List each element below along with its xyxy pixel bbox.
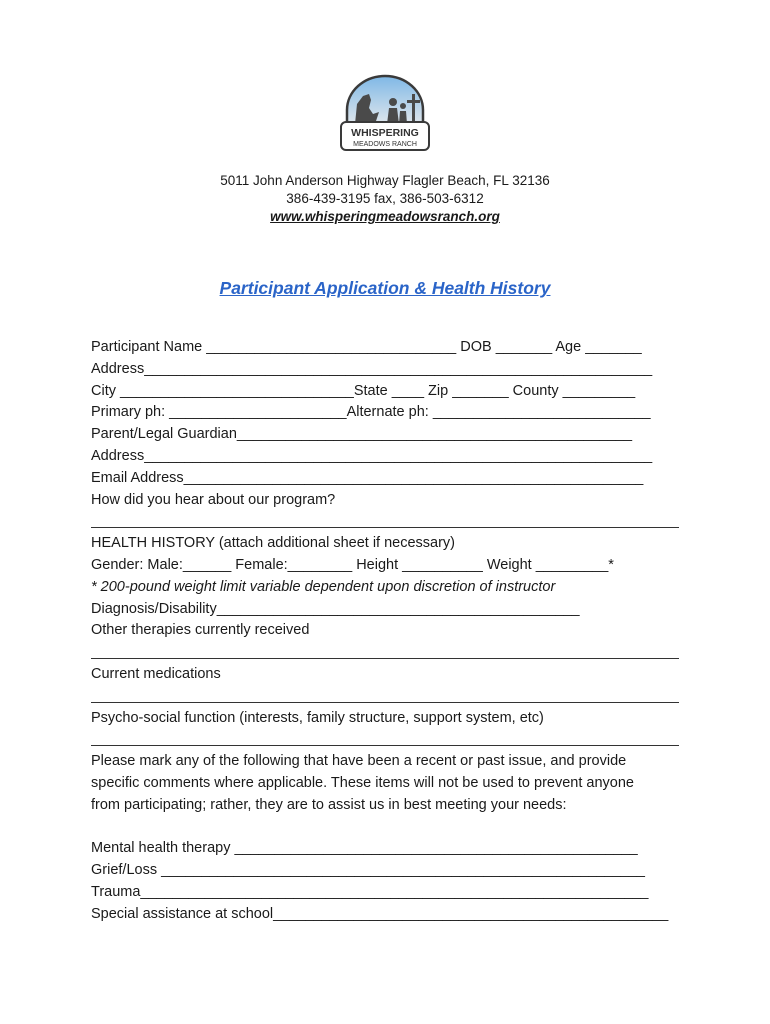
health-history-heading: HEALTH HISTORY (attach additional sheet if necessary)	[91, 535, 456, 552]
participant-name-row[interactable]: Participant Name _______________________________ DOB _______ Age _______	[91, 339, 642, 355]
current-medications-line[interactable]	[91, 681, 679, 703]
instructions-paragraph: Please mark any of the following that have been a recent or past issue, and provide specific comments where applicable. These items will not be used to prevent anyone from participating; rather, they are to assist us in best meeting your needs:	[91, 753, 634, 813]
psycho-social-label: Psycho-social function (interests, family structure, support system, etc)	[91, 709, 544, 726]
current-medications-label: Current medications	[91, 665, 221, 682]
phone-row[interactable]: Primary ph: ______________________Alternate ph: ___________________________	[91, 404, 651, 421]
weight-limit-note: * 200-pound weight limit variable dependent upon discretion of instructor	[91, 578, 556, 595]
logo-text-line1: WHISPERING	[351, 127, 419, 139]
street-address: 5011 John Anderson Highway Flagler Beach, FL 32136	[220, 173, 550, 188]
contact-block	[0, 172, 770, 226]
city-row[interactable]: City _____________________________State ____ Zip _______ County _________	[91, 382, 636, 399]
logo-text-line2: MEADOWS RANCH	[353, 141, 417, 148]
psycho-social-line[interactable]	[91, 724, 679, 746]
grief-loss-row[interactable]: Grief/Loss ____________________________________________________________	[91, 862, 645, 879]
spacer	[91, 817, 691, 839]
application-form	[91, 337, 691, 926]
diagnosis-row[interactable]: Diagnosis/Disability_____________________________________________	[91, 600, 580, 617]
form-title: Participant Application & Health History	[219, 278, 551, 298]
guardian-row[interactable]: Parent/Legal Guardian_________________________________________________	[91, 426, 633, 443]
phone-numbers: 386-439-3195 fax, 386-503-6312	[286, 191, 484, 206]
email-row[interactable]: Email Address_________________________________________________________	[91, 469, 644, 486]
guardian-address-row[interactable]: Address_______________________________________________________________	[91, 447, 653, 464]
address-row[interactable]: Address_______________________________________________________________	[91, 360, 653, 377]
trauma-row[interactable]: Trauma_______________________________________________________________	[91, 883, 649, 900]
website-link[interactable]: www.whisperingmeadowsranch.org	[270, 209, 500, 224]
hear-about-line[interactable]	[91, 506, 679, 528]
mental-health-row[interactable]: Mental health therapy __________________________________________________	[91, 840, 638, 857]
other-therapies-label: Other therapies currently received	[91, 622, 310, 639]
hear-about-label: How did you hear about our program?	[91, 491, 336, 508]
whispering-meadows-ranch-logo	[335, 74, 435, 156]
other-therapies-line[interactable]	[91, 637, 679, 659]
gender-height-weight-row[interactable]: Gender: Male:______ Female:________ Height __________ Weight _________*	[91, 556, 614, 573]
special-assistance-row[interactable]: Special assistance at school_________________________________________________	[91, 905, 669, 922]
